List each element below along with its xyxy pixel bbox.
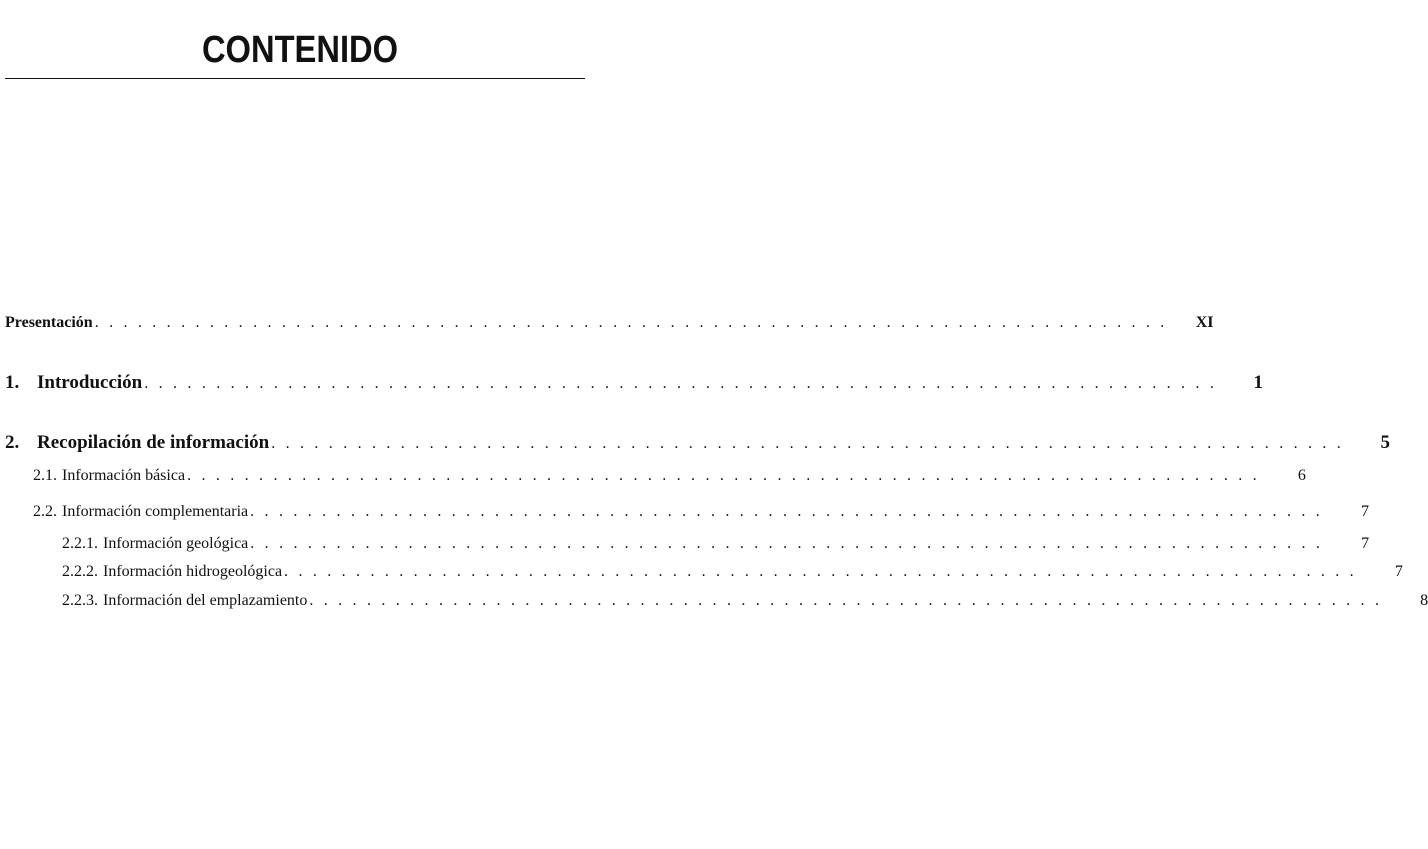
toc-entry-title: Información complementaria (62, 503, 249, 520)
toc-entry-title: Recopilación de información (37, 432, 270, 453)
page-title: CONTENIDO (201, 29, 399, 71)
toc-entry-informacion-emplazamiento[interactable] (62, 592, 1428, 610)
toc-entry-number: 1. (5, 372, 20, 393)
toc-entry-informacion-basica[interactable] (33, 467, 1306, 485)
toc-entry-informacion-hidrogeologica[interactable] (62, 563, 1403, 581)
toc-entry-page: 6 (1297, 467, 1306, 484)
dot-leader: . . . . . . . . . . . . . . . . . . . . . . . . . . . . . . . . . . . . . . . . . . . . . . . . . . . . . . . . . . . . . . . . . . . . . . . . . . . (284, 563, 1357, 580)
toc-entry-informacion-complementaria[interactable] (33, 503, 1369, 521)
dot-leader: . . . . . . . . . . . . . . . . . . . . . . . . . . . . . . . . . . . . . . . . . . . . . . . . . . . . . . . . . . . . . . . . . . . . . . . . . . . (187, 467, 1260, 484)
toc-entry-page: 7 (1394, 563, 1403, 580)
toc-entry-introduccion[interactable] (5, 372, 1264, 394)
toc-entry-informacion-geologica[interactable] (62, 535, 1370, 553)
dot-leader: . . . . . . . . . . . . . . . . . . . . . . . . . . . . . . . . . . . . . . . . . . . . . . . . . . . . . . . . . . . . . . . . . . . . . . . . . . . (271, 435, 1345, 452)
toc-entry-number: 2.1. (33, 467, 57, 484)
toc-entry-recopilacion[interactable] (5, 432, 1391, 454)
toc-entry-title: Información geológica (103, 535, 249, 552)
toc-entry-page: 1 (1253, 372, 1264, 393)
toc-entry-page: 8 (1420, 592, 1428, 609)
toc-entry-presentacion[interactable] (5, 314, 1214, 332)
toc-entry-page: 7 (1360, 503, 1369, 520)
dot-leader: . . . . . . . . . . . . . . . . . . . . . . . . . . . . . . . . . . . . . . . . . . . . . . . . . . . . . . . . . . . . . . . . . . . . . . . . . . . (250, 535, 1324, 552)
dot-leader: . . . . . . . . . . . . . . . . . . . . . . . . . . . . . . . . . . . . . . . . . . . . . . . . . . . . . . . . . . . . . . . . . . . . . . . . . . . (250, 503, 1323, 520)
toc-entry-title: Información básica (62, 467, 186, 484)
toc-entry-number: 2.2.3. (62, 592, 98, 609)
toc-entry-page: 5 (1380, 432, 1391, 453)
toc-entry-number: 2.2.1. (62, 535, 98, 552)
toc-entry-number: 2.2. (33, 503, 57, 520)
toc-entry-title: Información hidrogeológica (103, 563, 283, 580)
dot-leader: . . . . . . . . . . . . . . . . . . . . . . . . . . . . . . . . . . . . . . . . . . . . . . . . . . . . . . . . . . . . . . . . . . . . . . . . . . . (309, 592, 1383, 609)
dot-leader: . . . . . . . . . . . . . . . . . . . . . . . . . . . . . . . . . . . . . . . . . . . . . . . . . . . . . . . . . . . . . . . . . . . . . . . . . . . (144, 375, 1218, 392)
toc-entry-page: XI (1195, 314, 1214, 331)
toc-entry-number: 2. (5, 432, 20, 453)
toc-entry-title: Información del emplazamiento (103, 592, 308, 609)
dot-leader: . . . . . . . . . . . . . . . . . . . . . . . . . . . . . . . . . . . . . . . . . . . . . . . . . . . . . . . . . . . . . . . . . . . . . . . . . . . (94, 314, 1168, 331)
toc-entry-title: Presentación (5, 314, 93, 331)
toc-entry-page: 7 (1361, 535, 1370, 552)
toc-entry-number: 2.2.2. (62, 563, 98, 580)
toc-entry-title: Introducción (37, 372, 143, 393)
